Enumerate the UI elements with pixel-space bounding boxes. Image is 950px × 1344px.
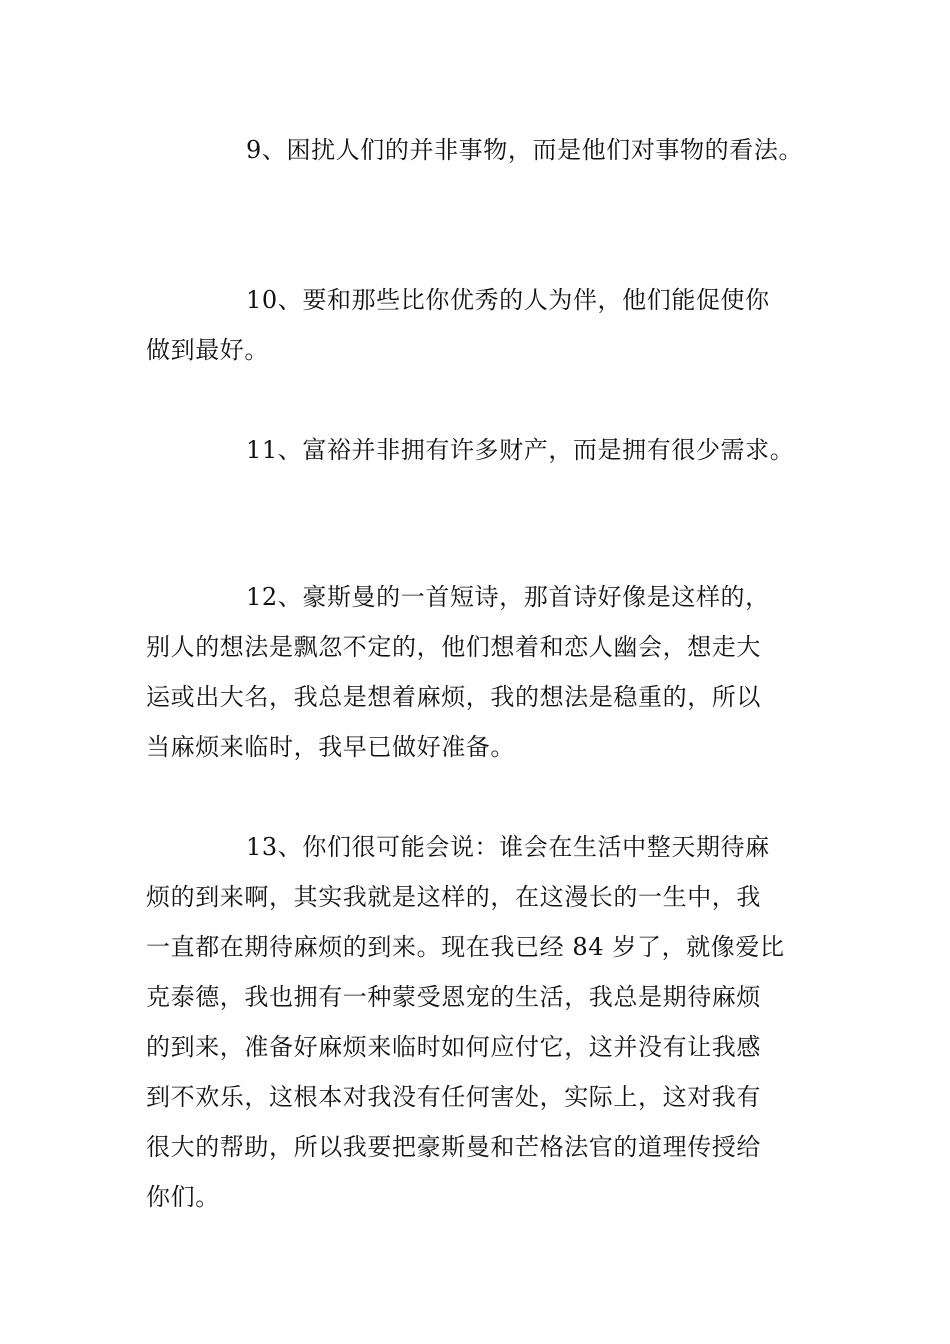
- paragraph-10: 10、要和那些比你优秀的人为伴，他们能促使你 做到最好。: [146, 286, 770, 364]
- paragraph-9: 9、困扰人们的并非事物，而是他们对事物的看法。: [246, 136, 804, 164]
- paragraph-13: 13、你们很可能会说：谁会在生活中整天期待麻 烦的到来啊，其实我就是这样的，在这漫长的一生中，我 一直都在期待麻烦的到来。现在我已经 84 岁了，就像爱比 克泰德，我也拥有一种蒙受恩宠的生活，我总是期待麻烦 的到来，准备好麻烦来临时如何应付它，这并没有让我感 到不欢乐，这根本对我没有任何害处，实际上，这对我有 很大的帮助，所以我要把豪斯曼和芒格法官的道理传授给 你们。: [146, 833, 785, 1211]
- paragraph-11: 11、富裕并非拥有许多财产，而是拥有很少需求。: [246, 436, 795, 464]
- paragraph-12: 12、豪斯曼的一首短诗，那首诗好像是这样的， 别人的想法是飘忽不定的，他们想着和恋人幽会，想走大 运或出大名，我总是想着麻烦，我的想法是稳重的，所以 当麻烦来临时，我早已做好准备。: [146, 583, 770, 761]
